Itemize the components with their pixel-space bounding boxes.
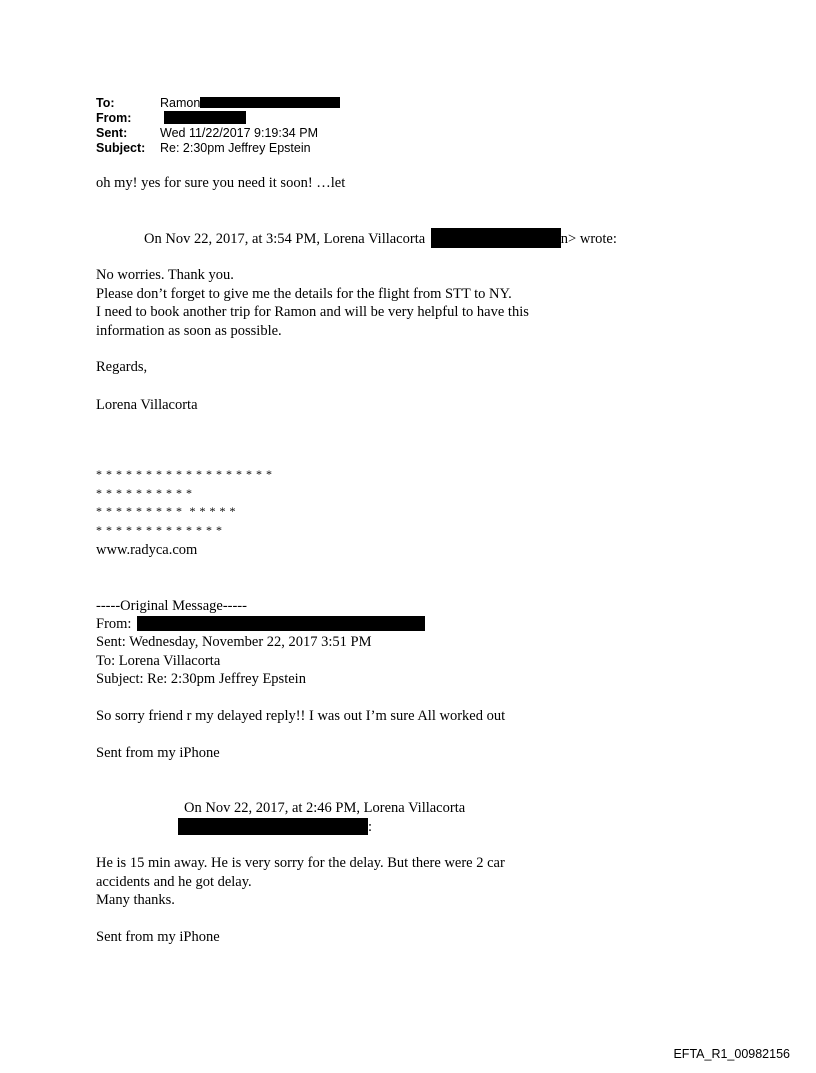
from-label: From:	[96, 111, 132, 125]
redaction-bar	[431, 228, 561, 248]
to-label: To:	[96, 96, 115, 110]
original-sent-from: Sent from my iPhone	[96, 745, 220, 761]
quote2-line: He is 15 min away. He is very sorry for the delay. But there were 2 car	[96, 855, 505, 871]
signature-stars: * * * * * * * * * * * * * * * * * *	[96, 467, 273, 481]
quote1-intro-text: On Nov 22, 2017, at 3:54 PM, Lorena Villacorta	[144, 231, 426, 247]
subject-label: Subject:	[96, 141, 146, 155]
original-sent: Sent: Wednesday, November 22, 2017 3:51 PM	[96, 634, 372, 650]
original-from-label: From:	[96, 616, 132, 632]
to-value: Ramon	[160, 96, 201, 110]
original-divider: -----Original Message-----	[96, 598, 247, 614]
reply-body: oh my! yes for sure you need it soon! …let	[96, 175, 346, 191]
sent-label: Sent:	[96, 126, 128, 140]
quote2-line: Many thanks.	[96, 892, 175, 908]
sent-value: Wed 11/22/2017 9:19:34 PM	[160, 126, 318, 140]
quote1-line: I need to book another trip for Ramon and will be very helpful to have this	[96, 304, 529, 320]
original-body: So sorry friend r my delayed reply!! I was out I’m sure All worked out	[96, 708, 506, 724]
header-to-row	[96, 96, 340, 111]
quote1-intro	[144, 230, 617, 249]
quote2-sent-from: Sent from my iPhone	[96, 929, 220, 945]
original-to: To: Lorena Villacorta	[96, 653, 221, 669]
header-subject-row	[96, 141, 340, 156]
signature-stars: * * * * * * * * * * * * *	[96, 523, 223, 537]
quote1-regards: Regards,	[96, 359, 148, 375]
signature-stars: * * * * * * * * * * * * * *	[96, 504, 236, 518]
redaction-bar	[164, 111, 246, 124]
signature-stars: * * * * * * * * * *	[96, 486, 193, 500]
quote2-intro: On Nov 22, 2017, at 2:46 PM, Lorena Villacorta	[184, 800, 466, 816]
email-header	[96, 96, 340, 156]
quote1-line: information as soon as possible.	[96, 323, 282, 339]
document-id: EFTA_R1_00982156	[673, 1047, 790, 1061]
header-sent-row	[96, 126, 340, 141]
redaction-bar	[200, 97, 340, 108]
quote2-line: accidents and he got delay.	[96, 874, 252, 890]
quote1-signature: Lorena Villacorta	[96, 397, 198, 413]
quote2-intro-tail: :	[368, 819, 373, 835]
original-from	[96, 615, 425, 634]
subject-value: Re: 2:30pm Jeffrey Epstein	[160, 141, 311, 155]
quote1-intro-char: n	[560, 231, 569, 247]
quote1-intro-tail: > wrote:	[568, 231, 617, 247]
original-subject: Subject: Re: 2:30pm Jeffrey Epstein	[96, 671, 306, 687]
header-from-row	[96, 111, 340, 126]
redaction-bar	[137, 616, 425, 631]
website-link[interactable]: www.radyca.com	[96, 542, 198, 558]
redaction-bar	[178, 818, 368, 835]
quote1-line: No worries. Thank you.	[96, 267, 234, 283]
quote1-line: Please don’t forget to give me the details for the flight from STT to NY.	[96, 286, 512, 302]
quote2-intro-line2	[178, 818, 372, 837]
